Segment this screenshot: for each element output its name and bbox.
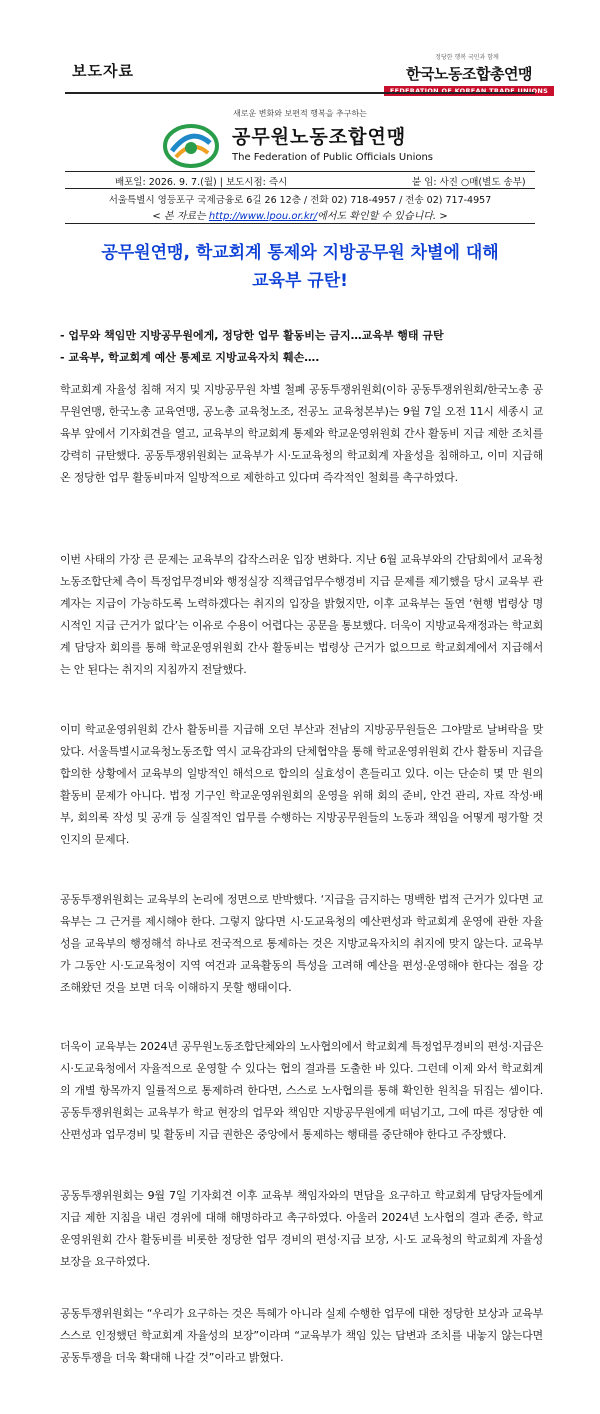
website-link[interactable]: http://www.lpou.or.kr/ (208, 211, 318, 222)
headline-line-2: 교육부 규탄! (252, 271, 348, 291)
press-release-label: 보도자료 (72, 62, 134, 80)
fktu-tagline: 정당한 행복 국민과 함께 (435, 54, 499, 61)
attachment-info: 붙 임: 사진 ○매(별도 송부) (412, 177, 526, 188)
body-paragraph: 공동투쟁위원회는 “우리가 요구하는 것은 특혜가 아니라 실제 수행한 업무에 대한 정당한 보상과 교육부 스스로 인정했던 학교회계 자율성의 보장”이라며 “교육부가 책임 있는 답변과 조치를 내놓지 않는다면 공동투쟁을 더욱 확대해 나갈 것”이라고 밝혔다. (60, 1307, 543, 1365)
headline-line-1: 공무원연맹, 학교회계 통제와 지방공무원 차별에 대해 (101, 243, 499, 263)
notice-suffix: 에서도 확인할 수 있습니다. > (317, 211, 448, 222)
union-name: 공무원노동조합연맹 (232, 126, 407, 148)
header-divider (65, 92, 535, 94)
info-divider-top (65, 171, 535, 172)
notice-prefix: < 본 자료는 (152, 211, 209, 222)
subheading: - 업무와 책임만 지방공무원에게, 정당한 업무 활동비는 금지…교육부 행태 규탄 (60, 329, 444, 342)
fktu-logo (384, 52, 554, 96)
fktu-name: 한국노동조합총연맹 (406, 65, 532, 83)
union-slogan: 새로운 변화와 보편적 행복을 추구하는 (233, 109, 367, 118)
fktu-english-name: FEDERATION OF KOREAN TRADE UNIONS (384, 86, 554, 96)
subheadings (60, 325, 550, 369)
union-english-name: The Federation of Public Officials Unions (232, 152, 434, 163)
info-divider-mid (65, 188, 535, 189)
contact-address: 서울특별시 영등포구 국제금융로 6길 26 12층 / 전화 02) 718-4957 / 전송 02) 717-4957 (108, 195, 492, 206)
body-paragraph: 공동투쟁위원회는 교육부의 논리에 정면으로 반박했다. ‘지급을 금지하는 명백한 법적 근거가 있다면 교육부는 그 근거를 제시해야 한다. 그렇지 않다면 시·도교육청의 예산편성과 학교회계 운영에 관한 자율성을 교육부의 행정해석 하나로 전국적으로 통제하는 것은 지방교육자치의 취지에 맞지 않는다. 교육부가 그동안 시·도교육청이 지역 여건과 교육활동의 특성을 고려해 예산을 편성·운영해야 한다는 점을 강조해왔던 것을 보면 더욱 이해하지 못할 행태이다. (60, 893, 543, 995)
body-paragraph: 이미 학교운영위원회 간사 활동비를 지급해 오던 부산과 전남의 지방공무원들은 그야말로 날벼락을 맞았다. 서울특별시교육청노동조합 역시 교육감과의 단체협약을 통해 학교운영위원회 간사 활동비 지급을 합의한 상황에서 교육부의 일방적인 해석으로 합의의 실효성이 흔들리고 있다. 이는 단순히 몇 만 원의 활동비 문제가 아니다. 법정 기구인 학교운영위원회의 운영을 위해 회의 준비, 안건 관리, 자료 작성·배부, 회의록 작성 및 공개 등 실질적인 업무를 수행하는 지방공무원들의 노동과 책임을 어떻게 평가할 것인지의 문제다. (60, 723, 543, 847)
headline (0, 239, 600, 295)
release-date: 배포일: 2026. 9. 7.(월) | 보도시점: 즉시 (115, 177, 288, 188)
body-paragraph: 이번 사태의 가장 큰 문제는 교육부의 갑작스러운 입장 변화다. 지난 6월 교육부와의 간담회에서 교육청노동조합단체 측이 특정업무경비와 행정실장 직책급업무수행경비 지급 문제를 제기했을 당시 교육부 관계자는 지급이 가능하도록 노력하겠다는 취지의 입장을 밝혔지만, 이후 교육부는 돌연 ‘현행 법령상 명시적인 지급 근거가 없다’는 이유로 수용이 어렵다는 공문을 통보했다. 더욱이 지방교육재정과는 학교회계 담당자 회의를 통해 학교운영위원회 간사 활동비는 법령상 근거가 없으므로 학교회계에서 지급해서는 안 된다는 취지의 지침까지 전달했다. (60, 553, 543, 677)
body-paragraph: 더욱이 교육부는 2024년 공무원노동조합단체와의 노사협의에서 학교회계 특정업무경비의 편성·지급은 시·도교육청에서 자율적으로 운영할 수 있다는 협의 결과를 도출한 바 있다. 그런데 이제 와서 학교회계의 개별 항목까지 일률적으로 통제하려 한다면, 스스로 노사협의를 통해 확인한 원칙을 뒤집는 셈이다. 공동투쟁위원회는 교육부가 학교 현장의 업무와 책임만 지방공무원에게 떠넘기고, 그에 따른 정당한 예산편성과 업무경비 및 활동비 지급 권한은 중앙에서 통제하는 행태를 중단해야 한다고 주장했다. (60, 1040, 543, 1142)
info-divider-bottom (65, 223, 535, 224)
body-paragraph: 학교회계 자율성 침해 저지 및 지방공무원 차별 철폐 공동투쟁위원회(이하 공동투쟁위원회/한국노총 공무원연맹, 한국노총 교육연맹, 공노총 교육청노조, 전공노 교육청본부)는 9월 7일 오전 11시 세종시 교육부 앞에서 기자회견을 열고, 교육부의 학교회계 통제와 학교운영위원회 간사 활동비 지급 제한 조치를 강력히 규탄했다. 공동투쟁위원회는 교육부가 시·도교육청의 학교회계 자율성을 침해하고, 이미 지급해 온 정당한 업무 활동비마저 일방적으로 제한하고 있다며 즉각적인 철회를 촉구하였다. (60, 383, 543, 485)
body-paragraph: 공동투쟁위원회는 9월 7일 기자회견 이후 교육부 책임자와의 면담을 요구하고 학교회계 담당자들에게 지급 제한 지침을 내린 경위에 대해 해명하라고 촉구하였다. 아울러 2024년 노사협의 결과 존중, 학교운영위원회 간사 활동비를 비롯한 정당한 업무 경비의 편성·지급 보장, 시·도 교육청의 학교회계 자율성 보장을 요구하였다. (60, 1189, 543, 1269)
subheading: - 교육부, 학교회계 예산 통제로 지방교육자치 훼손…. (60, 351, 320, 364)
union-logo-icon (162, 121, 220, 169)
website-notice (0, 207, 600, 222)
